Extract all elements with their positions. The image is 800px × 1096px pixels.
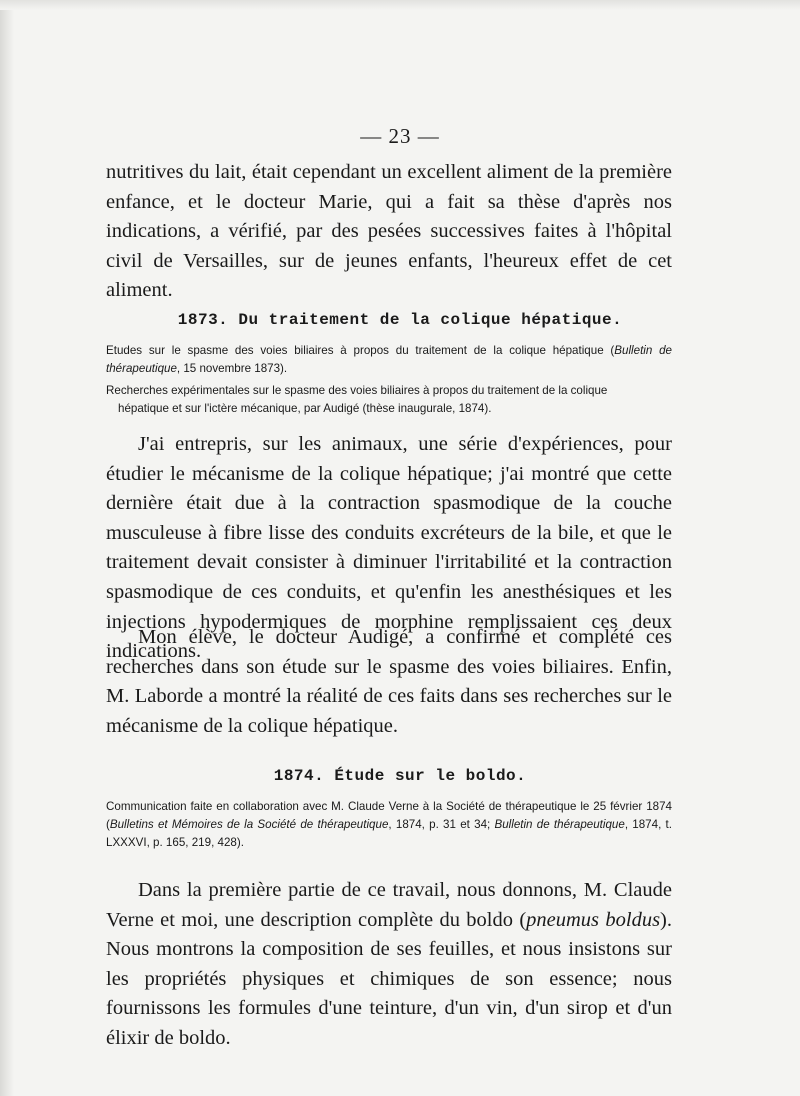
- section-heading-1874: 1874. Étude sur le boldo.: [273, 767, 527, 785]
- page-edge-shadow: [0, 0, 14, 1096]
- paragraph-1873-experiments: J'ai entrepris, sur les animaux, une série d'expériences, pour étudier le mécanisme de la colique hépatique; j'ai montré que cette dernière était due à la contraction spasmodique de la couche musculeuse à fibre lisse des conduits excréteurs de la bile, et que le traitement devait consister à diminuer l'irritabilité et la contraction spasmodique de ces conduits, et qu'enfin les anesthésiques et les injections hypodermiques de morphine remplissaient ces deux indications.: [106, 433, 672, 663]
- reference-1873-b: Recherches expérimentales sur le spasme des voies biliaires à propos du traitement de la colique hépatique et sur l'ictère mécanique, par Audigé (thèse inaugurale, 1874).: [106, 384, 608, 415]
- section-heading-1873: 1873. Du traitement de la colique hépatique.: [177, 311, 623, 329]
- reference-1874: Communication faite en collaboration avec M. Claude Verne à la Société de thérapeutique le 25 février 1874 (Bulletins et Mémoires de la Société de thérapeutique, 1874, p. 31 et 34; Bulletin de thérapeutique, 1874, t. LXXXVI, p. 165, 219, 428).: [106, 800, 672, 849]
- page-top-shadow: [0, 0, 800, 10]
- reference-1873-a: Etudes sur le spasme des voies biliaires à propos du traitement de la colique hépatique (Bulletin de thérapeutique, 15 novembre 1873).: [106, 344, 672, 375]
- paragraph-1874-boldo: Dans la première partie de ce travail, nous donnons, M. Claude Verne et moi, une description complète du boldo (pneumus boldus). Nous montrons la composition de ses feuilles, et nous insistons sur les propriétés physiques et chimiques de son essence; nous fournissons les formules d'une teinture, d'un vin, d'un sirop et d'un élixir de boldo.: [106, 879, 672, 1049]
- paragraph-continuation: nutritives du lait, était cependant un excellent aliment de la première enfance, et le docteur Marie, qui a fait sa thèse d'après nos indications, a vérifié, par des pesées successives faites à l'hôpital civil de Versailles, sur de jeunes enfants, l'heureux effet de cet aliment.: [106, 161, 672, 302]
- page-number: — 23 —: [360, 124, 440, 148]
- paragraph-1873-audige: Mon élève, le docteur Audigé, a confirmé et complété ces recherches dans son étude sur le spasme des voies biliaires. Enfin, M. Laborde a montré la réalité de ces faits dans ses recherches sur le mécanisme de la colique hépatique.: [106, 626, 672, 737]
